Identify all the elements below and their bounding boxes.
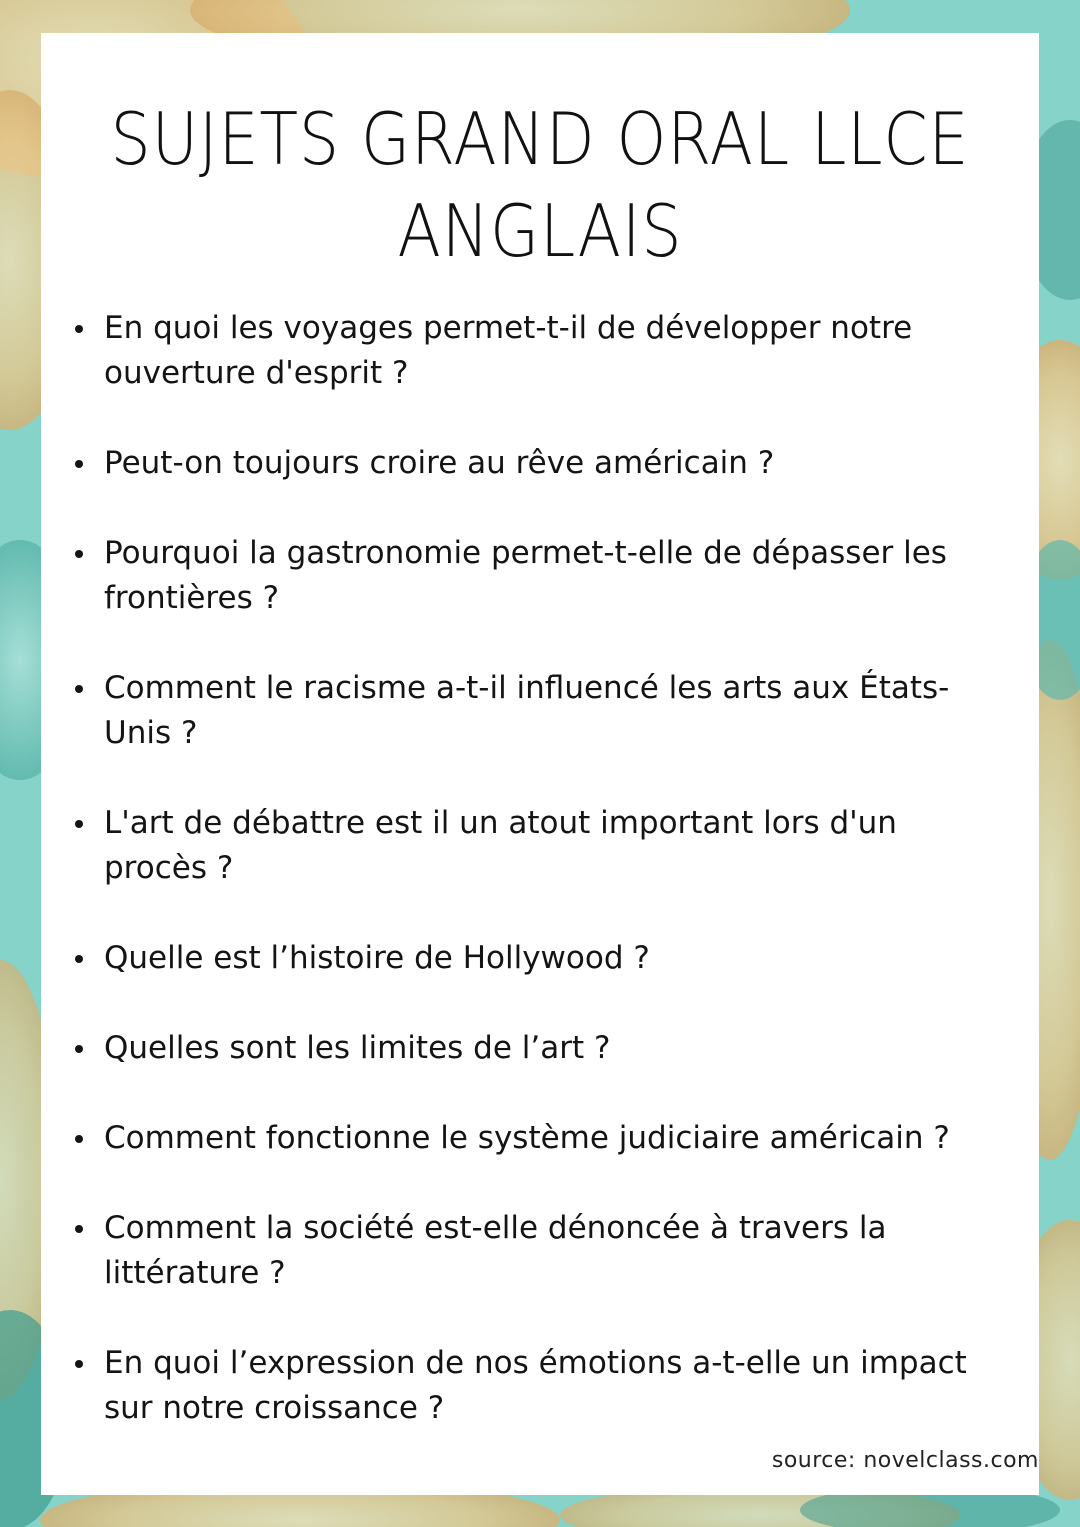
title-line-1: SUJETS GRAND ORAL LLCE <box>110 97 970 181</box>
topic-line-1: Peut-on toujours croire au rêve américain ? <box>104 445 775 481</box>
topic-line-1: L'art de débattre est il un atout important lors d'un <box>104 805 897 841</box>
list-item <box>71 1116 1031 1161</box>
list-item <box>71 801 1031 891</box>
document-card <box>41 33 1039 1495</box>
topic-line-1: Comment fonctionne le système judiciaire américain ? <box>104 1120 950 1156</box>
bullet-icon <box>75 820 83 828</box>
bullet-icon <box>75 955 83 963</box>
bullet-icon <box>75 460 83 468</box>
list-item <box>71 1026 1031 1071</box>
source-credit: source: novelclass.com <box>771 1448 1039 1473</box>
list-item <box>71 1206 1031 1296</box>
topic-line-2: frontières ? <box>104 580 280 616</box>
list-item <box>71 666 1031 756</box>
list-item <box>71 531 1031 621</box>
topic-line-2: ouverture d'esprit ? <box>104 355 409 391</box>
bullet-icon <box>75 1135 83 1143</box>
list-item <box>71 936 1031 981</box>
bullet-icon <box>75 325 83 333</box>
topic-line-2: sur notre croissance ? <box>104 1390 445 1426</box>
topic-list <box>71 306 1031 1431</box>
topic-line-1: Pourquoi la gastronomie permet-t-elle de dépasser les <box>104 535 947 571</box>
topic-line-1: Quelle est l’histoire de Hollywood ? <box>104 940 650 976</box>
topic-line-2: littérature ? <box>104 1255 286 1291</box>
bullet-icon <box>75 685 83 693</box>
bullet-icon <box>75 550 83 558</box>
topic-line-1: En quoi les voyages permet-t-il de développer notre <box>104 310 913 346</box>
title-line-2: ANGLAIS <box>397 189 683 273</box>
bullet-icon <box>75 1225 83 1233</box>
bullet-icon <box>75 1045 83 1053</box>
topic-line-1: Quelles sont les limites de l’art ? <box>104 1030 611 1066</box>
list-item <box>71 441 1031 486</box>
page-title <box>41 93 1039 277</box>
list-item <box>71 306 1031 396</box>
topic-line-2: Unis ? <box>104 715 198 751</box>
topic-line-1: Comment la société est-elle dénoncée à travers la <box>104 1210 887 1246</box>
list-item <box>71 1341 1031 1431</box>
topic-line-2: procès ? <box>104 850 234 886</box>
topic-line-1: En quoi l’expression de nos émotions a-t-elle un impact <box>104 1345 967 1381</box>
bullet-icon <box>75 1360 83 1368</box>
topic-line-1: Comment le racisme a-t-il influencé les arts aux États- <box>104 670 950 706</box>
